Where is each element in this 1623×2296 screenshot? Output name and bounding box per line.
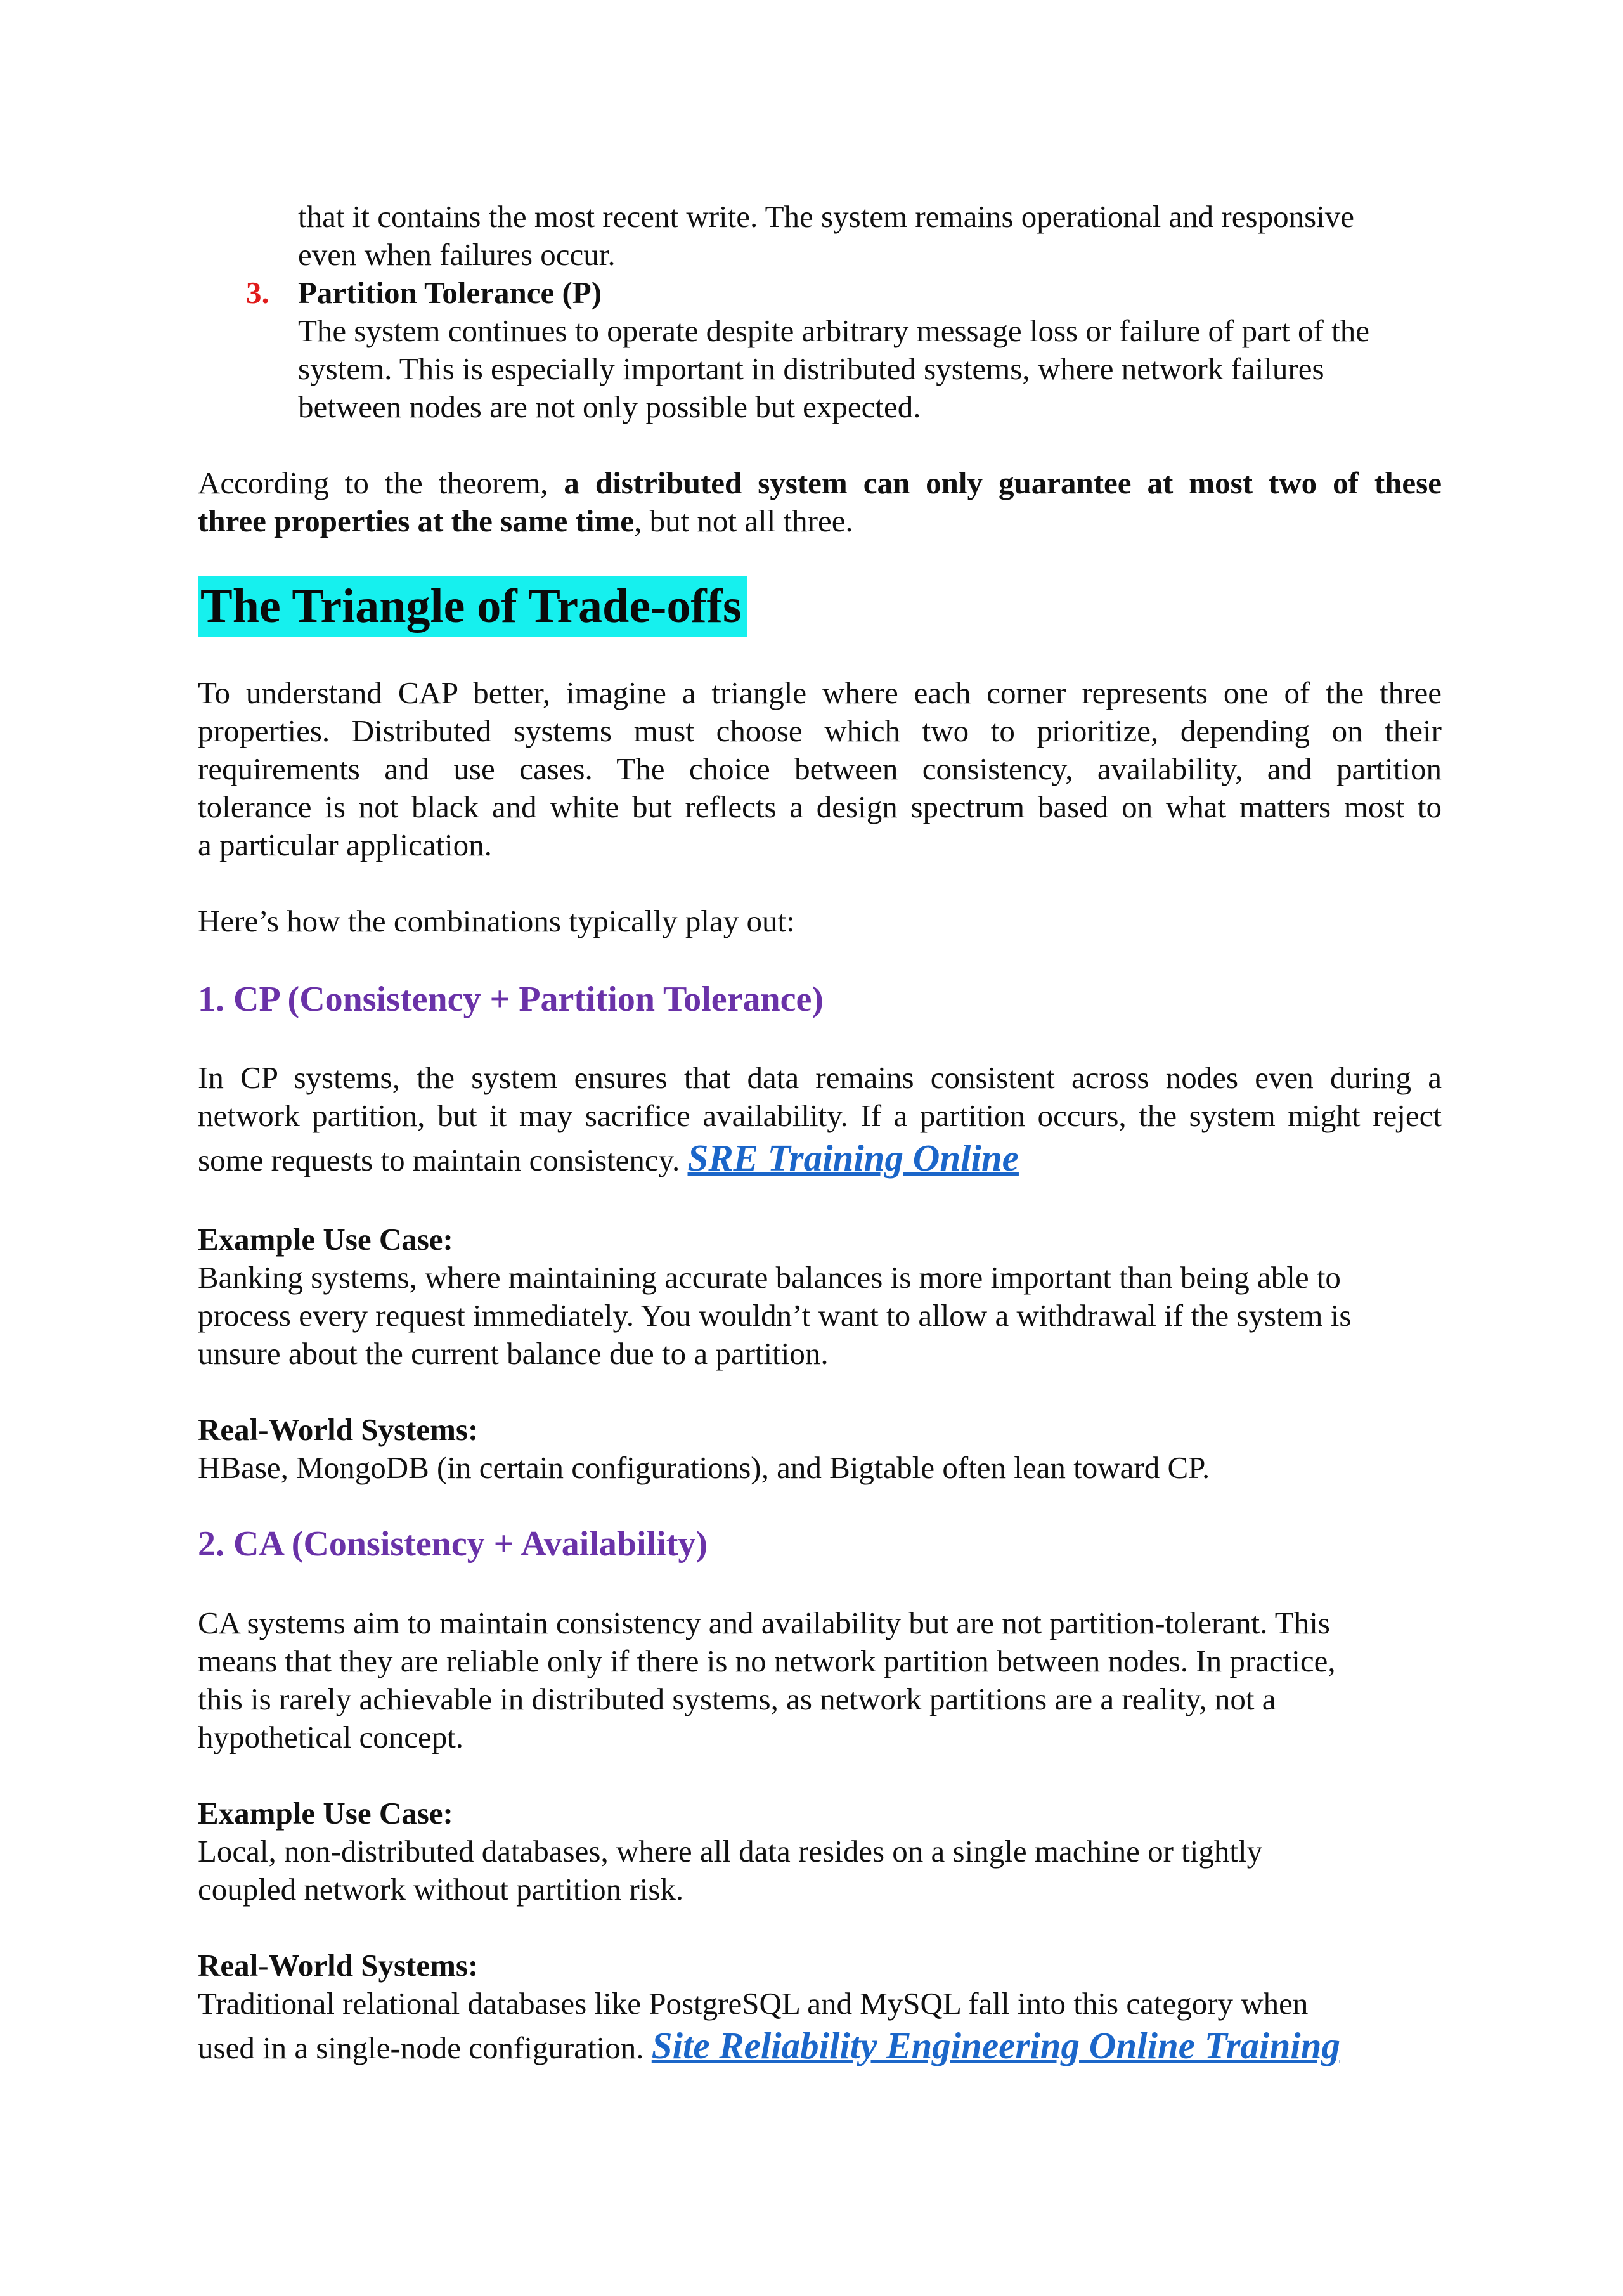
- cp-use-case-label: Example Use Case:: [198, 1222, 453, 1257]
- ca-real-world-label: Real-World Systems:: [198, 1948, 479, 1983]
- ca-real-world-line: Traditional relational databases like PostgreSQL and MySQL fall into this category when: [198, 1986, 1309, 2021]
- cp-use-case-line: process every request immediately. You wouldn’t want to allow a withdrawal if the system is: [198, 1298, 1352, 1333]
- cp-use-case-line: unsure about the current balance due to a partition.: [198, 1336, 829, 1371]
- theorem-paragraph-line: three properties at the same time, but not all three.: [198, 503, 853, 538]
- triangle-paragraph-line: To understand CAP better, imagine a triangle where each corner represents one of the three: [198, 675, 1442, 710]
- cp-paragraph-line: some requests to maintain consistency. SRE Training Online: [198, 1137, 1019, 1179]
- triangle-paragraph-line: tolerance is not black and white but reflects a design spectrum based on what matters most to: [198, 789, 1442, 824]
- combinations-intro: Here’s how the combinations typically play out:: [198, 904, 795, 938]
- ca-use-case-label: Example Use Case:: [198, 1796, 453, 1831]
- ca-use-case-line: coupled network without partition risk.: [198, 1872, 684, 1907]
- theorem-paragraph-line: According to the theorem, a distributed system can only guarantee at most two of these: [198, 465, 1442, 500]
- list-item-3-text-line: system. This is especially important in distributed systems, where network failures: [298, 351, 1324, 386]
- triangle-paragraph-line: a particular application.: [198, 827, 492, 862]
- cp-subheading: 1. CP (Consistency + Partition Tolerance): [198, 980, 824, 1019]
- ca-paragraph-line: hypothetical concept.: [198, 1720, 464, 1754]
- cp-real-world-label: Real-World Systems:: [198, 1412, 479, 1447]
- cp-use-case-line: Banking systems, where maintaining accurate balances is more important than being able to: [198, 1260, 1341, 1295]
- ca-paragraph-line: this is rarely achievable in distributed systems, as network partitions are a reality, not a: [198, 1682, 1276, 1716]
- triangle-paragraph-line: properties. Distributed systems must choose which two to prioritize, depending on their: [198, 713, 1442, 748]
- sre-training-link[interactable]: SRE Training Online: [687, 1137, 1019, 1179]
- ca-real-world-line: used in a single-node configuration. Site Reliability Engineering Online Training: [198, 2025, 1340, 2066]
- list-item-2-text-line: even when failures occur.: [298, 237, 616, 272]
- ca-paragraph-line: means that they are reliable only if there is no network partition between nodes. In practice,: [198, 1644, 1336, 1678]
- section-heading: The Triangle of Trade-offs: [198, 576, 747, 637]
- ca-paragraph-line: CA systems aim to maintain consistency and availability but are not partition-tolerant. This: [198, 1605, 1330, 1640]
- cp-paragraph-line: In CP systems, the system ensures that data remains consistent across nodes even during a: [198, 1060, 1442, 1095]
- triangle-paragraph-line: requirements and use cases. The choice between consistency, availability, and partition: [198, 751, 1442, 786]
- ca-subheading: 2. CA (Consistency + Availability): [198, 1524, 708, 1564]
- sre-online-training-link[interactable]: Site Reliability Engineering Online Training: [651, 2025, 1340, 2066]
- list-item-2-text-line: that it contains the most recent write. The system remains operational and responsive: [298, 199, 1354, 234]
- list-item-title: Partition Tolerance (P): [298, 275, 602, 310]
- ca-use-case-line: Local, non-distributed databases, where all data resides on a single machine or tightly: [198, 1834, 1263, 1869]
- list-item-3-text-line: The system continues to operate despite arbitrary message loss or failure of part of the: [298, 313, 1369, 348]
- list-number-marker: 3.: [246, 275, 269, 310]
- list-item-3-text-line: between nodes are not only possible but expected.: [298, 389, 921, 424]
- cp-real-world-line: HBase, MongoDB (in certain configurations), and Bigtable often lean toward CP.: [198, 1450, 1210, 1485]
- cp-paragraph-line: network partition, but it may sacrifice availability. If a partition occurs, the system might reject: [198, 1098, 1442, 1133]
